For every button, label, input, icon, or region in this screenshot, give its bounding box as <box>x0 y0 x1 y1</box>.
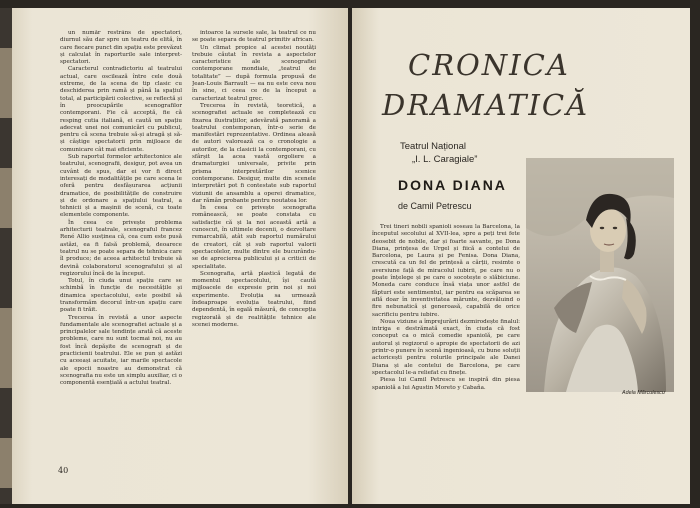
section-title-line-1: CRONICA <box>408 48 570 82</box>
paragraph: Sub raportul formelor arhitectonice ale teatrului, scenografii, desigur, pot avea un cuvânt de spus, dar ei vor fi direct interesați de modalitățile pe care scena le oferă pentru desfășurarea acțiunii dramatice, de posibilitățile de construire și de ordonare a spațiului teatral, a tehnicii și a mașinii de scenă, cu toate elementele componente. <box>60 154 182 219</box>
theatre-line-2: „I. L. Caragiale” <box>412 154 478 165</box>
section-title-line-2: DRAMATICĂ <box>382 88 590 122</box>
paragraph: Un climat propice al acestei noutăți trebuie căutat în revista a aspectelor caracteristice ale scenografiei contemporane mondiale, „teatrul de totalitate” — după formula propusă de Jean-Louis Barrault — ea nu este ceva nou în sine, ci ceea ce de la început a caracterizat teatrul grec. <box>192 44 316 102</box>
theatre-name <box>400 140 477 166</box>
paragraph: Scenografia, artă plastică legată de momentul spectacolului, își caută mijloacele de expresie prin noi și noi experimente. Evoluția sa urmează îndeaproape evoluția teatrului, fiind dependentă, în egală măsură, de concepția regizorală și de realitățile tehnice ale scenei moderne. <box>192 270 316 328</box>
photo-caption: Adela Mărculescu <box>622 390 665 396</box>
paragraph: Totul, în ciuda unui spațiu care se schimbă în funcție de necesitățile și dinamica spectacolului, este posibil să transformăm decorul într-un spațiu care poate fi trăit. <box>60 278 182 314</box>
actress-photo <box>526 158 674 392</box>
right-page <box>352 8 690 504</box>
left-column-2 <box>192 30 316 480</box>
paragraph: Trei tineri nobili spanioli soseau la Barcelona, la începutul secolului al XVII-lea, spre a peți trei fete deosebit de nobile, dar și foarte savante, pe Dona Diana, prințesa de Urgel și fiică a contelui de Barcelona, pe Laura și pe Fenisa. Dona Diana, crescută ca un fel de prințesă a cărții, resimte o aversiune față de miracolul iubirii, pe care nu o poate înțelege și pe care o socotește o slăbiciune. Moneda care conduce însă viața unor astfel de făpturi este sentimentul, iar pentru ea scăparea se află doar în inventivitatea mărunte, dezvăluind o fire nebunatică și generoasă, capabilă de orice sacrificiu pentru iubire. <box>372 224 520 318</box>
left-page <box>12 8 348 504</box>
theatre-line-1: Teatrul Național <box>400 141 467 152</box>
paragraph: Trecerea în revistă, teoretică, a scenografiei actuale se completează cu fixarea ilustrațiilor, adevărată panoramă a teatrului contemporan, într-o serie de manifestări reprezentative. Ordinea aleasă de autori valorează ca o cronologie a autorilor, de la clasicii la contemporani, cu sfârșit la acea vastă orgoliere a dramaturgiei universale, privite prin prisma interpretărilor scenice contemporane. Desigur, multe din scenele interpretări pot fi contestate sub raportul viziunii de ansamblu a operei dramatice, dar rămân probante pentru noutatea lor. <box>192 102 316 204</box>
paragraph: Caracterul contradictoriu al teatrului actual, care oscilează între cele două extreme, de la scena de tip clasic cu deschiderea prin ramă și până la spațiul total, al participării colective, se reflectă și în preocupările scenografilor contemporani. Fie că acceptă, fie că resping cutia italiană, ei caută un spațiu adecvat unei noi comunicări cu publicul, pentru că scena trebuie să-și atragă și să-și câștige spectatorii prin mijloace de comunicare cât mai eficiente. <box>60 66 182 153</box>
left-column-1 <box>60 30 182 462</box>
paragraph: un număr restrâns de spectatori, diurnul său dar spre un teatru de elită, în care fiecare punct din spațiu este prevăzut și calculat în raporturile sale interpret-spectatori. <box>60 30 182 66</box>
play-author: de Camil Petrescu <box>398 201 472 211</box>
right-column-1 <box>372 224 520 492</box>
paragraph: Noua viziune a împrejurării dezmirodește finalul: intriga e destrămată exact, în ciuda că fost conceput ca o mică comedie spaniolă, pe care autorul și regizorul o apropie de spectatorii de azi printr-o punere în scenă ingenioasă, cu bune soluții actoricești pentru rolurile principale ale Danei Diana și ale contelui de Barcelona, pe care spectacolul le-a reliefat cu finețe. <box>372 318 520 376</box>
page-number: 40 <box>58 466 69 475</box>
play-title: DONA DIANA <box>398 177 507 193</box>
paragraph: Piesa lui Camil Petrescu se inspiră din piesa spaniolă a lui Agustin Moreto y Cabaña. <box>372 377 520 391</box>
binding-edge <box>0 8 12 504</box>
paragraph: În ceea ce privește problema arhitecturii teatrale, scenograful francez René Allio susținea că, cea cum este pusă astăzi, ea fi falsă problemă, deoarece teatrul nu se poate separa de tehnica care îl produce; de aceea arhitectul trebuie să devină colaboratorul scenografului și al regizorului încă de la început. <box>60 219 182 277</box>
paragraph: întoarce la sursele sale, la teatrul ce nu se poate separa de teatrul primitiv african. <box>192 30 316 44</box>
paragraph: Trecerea în revistă a unor aspecte fundamentale ale scenografiei actuale și a principalelor sale tendințe arată că aceste probleme, care nu sunt tocmai noi, nu au fost încă depășite de scenografi și de practicienii teatrului. Ele se pun și astăzi cu aceeași acuitate, iar marile spectacole ale epocii noastre au demonstrat că scenografia nu este un simplu auxiliar, ci o componentă esențială a actului teatral. <box>60 314 182 387</box>
paragraph: În ceea ce privește scenografia românească, se poate constata cu satisfacție că și la noi această artă a cunoscut, în ultimele decenii, o dezvoltare remarcabilă, atât sub raportul numărului de creatori, cât și sub raportul valorii spectacolelor, multe dintre ele bucurându-se de aprecierea publicului și a criticii de specialitate. <box>192 205 316 270</box>
